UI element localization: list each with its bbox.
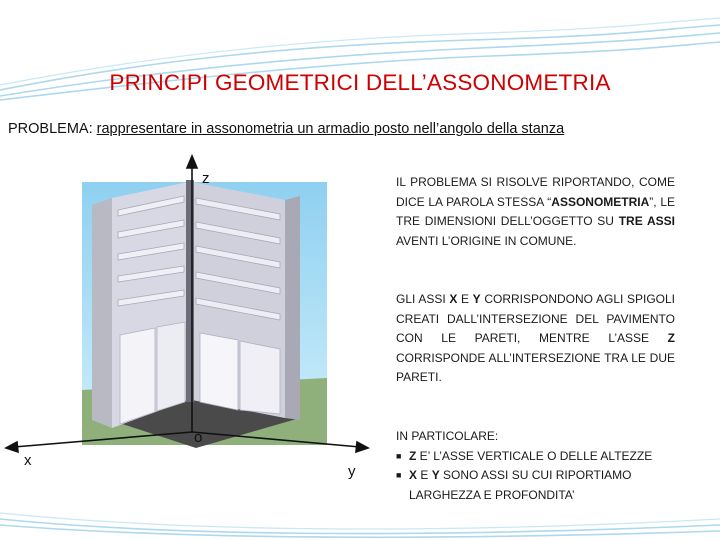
paragraph-axes: GLI ASSI X E Y CORRISPONDONO AGLI SPIGOLI CREATI DALL’INTERSEZIONE DEL PAVIMENTO CON LE PARETI, MENTRE L’ASSE Z CORRISPONDE ALL’INTERSEZIONE TRA LE DUE PARETI. bbox=[396, 292, 675, 385]
wardrobe-illustration bbox=[0, 150, 390, 500]
bullet-square-icon: ■ bbox=[396, 450, 402, 461]
z-axis-arrow bbox=[187, 156, 197, 168]
details-intro: IN PARTICOLARE: bbox=[396, 429, 499, 443]
y-axis-arrow bbox=[356, 442, 368, 452]
decorative-wave-bottom bbox=[0, 505, 720, 540]
z-axis-label: z bbox=[202, 170, 210, 187]
list-item: ■ Z E’ L’ASSE VERTICALE O DELLE ALTEZZE bbox=[396, 447, 701, 467]
problem-statement bbox=[8, 121, 564, 137]
right-lower-door bbox=[200, 333, 238, 410]
origin-label: o bbox=[194, 429, 203, 446]
x-axis-label: x bbox=[24, 452, 32, 469]
right-cabinet-side bbox=[285, 196, 300, 420]
paragraph-dimensions: IL PROBLEMA SI RISOLVE RIPORTANDO, COME DICE LA PAROLA STESSA “ASSONOMETRIA”, LE TRE DIMENSIONI DELL’OGGETTO SU TRE ASSI AVENTI L’ORIGINE IN COMUNE. bbox=[396, 175, 675, 248]
paragraph-details bbox=[396, 427, 701, 505]
y-axis-label: y bbox=[348, 463, 356, 480]
left-cabinet-side bbox=[92, 198, 112, 428]
x-axis-arrow bbox=[6, 442, 18, 452]
problem-prefix: PROBLEMA: bbox=[8, 121, 97, 137]
problem-text: rappresentare in assonometria un armadio posto nell’angolo della stanza bbox=[96, 121, 565, 137]
list-item: ■ X E Y SONO ASSI SU CUI RIPORTIAMO LARGHEZZA E PROFONDITA’ bbox=[396, 468, 632, 502]
page-title: PRINCIPI GEOMETRICI DELL’ASSONOMETRIA bbox=[109, 70, 611, 95]
bullet-square-icon: ■ bbox=[396, 470, 402, 481]
left-lower-door bbox=[120, 328, 155, 424]
